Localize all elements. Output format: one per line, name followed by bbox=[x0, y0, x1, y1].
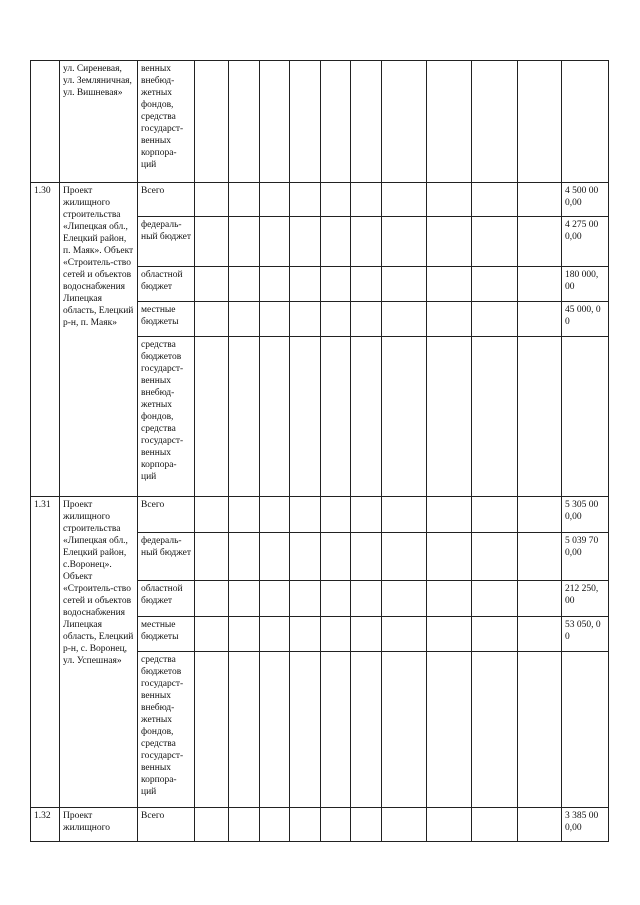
empty-cell bbox=[195, 302, 229, 337]
empty-cell bbox=[321, 617, 351, 652]
empty-cell bbox=[472, 337, 518, 497]
total-cell: 3 385 000,00 bbox=[562, 808, 609, 842]
empty-cell bbox=[229, 808, 260, 842]
empty-cell bbox=[382, 533, 427, 581]
total-cell: 4 500 000,00 bbox=[562, 183, 609, 217]
empty-cell bbox=[290, 652, 321, 808]
table-row bbox=[31, 497, 609, 533]
empty-cell bbox=[229, 533, 260, 581]
empty-cell bbox=[260, 217, 290, 267]
empty-cell bbox=[518, 337, 562, 497]
empty-cell bbox=[260, 337, 290, 497]
table-row bbox=[31, 183, 609, 217]
empty-cell bbox=[427, 302, 472, 337]
funding-source: Всего bbox=[138, 808, 195, 842]
empty-cell bbox=[229, 617, 260, 652]
empty-cell bbox=[472, 217, 518, 267]
empty-cell bbox=[260, 302, 290, 337]
row-number: 1.32 bbox=[31, 808, 60, 842]
empty-cell bbox=[518, 183, 562, 217]
empty-cell bbox=[351, 302, 382, 337]
empty-cell bbox=[290, 337, 321, 497]
empty-cell bbox=[260, 533, 290, 581]
empty-cell bbox=[518, 533, 562, 581]
funding-source: Всего bbox=[138, 497, 195, 533]
empty-cell bbox=[472, 497, 518, 533]
empty-cell bbox=[351, 337, 382, 497]
empty-cell bbox=[290, 617, 321, 652]
empty-cell bbox=[382, 61, 427, 183]
empty-cell bbox=[382, 581, 427, 617]
empty-cell bbox=[290, 533, 321, 581]
total-cell: 5 039 700,00 bbox=[562, 533, 609, 581]
project-name: ул. Сиреневая, ул. Земляничная, ул. Вишневая» bbox=[60, 61, 138, 183]
empty-cell bbox=[321, 302, 351, 337]
empty-cell bbox=[321, 808, 351, 842]
empty-cell bbox=[290, 267, 321, 302]
total-cell: 212 250, 00 bbox=[562, 581, 609, 617]
empty-cell bbox=[518, 267, 562, 302]
empty-cell bbox=[472, 61, 518, 183]
empty-cell bbox=[472, 183, 518, 217]
empty-cell bbox=[290, 581, 321, 617]
funding-source: федераль-ный бюджет bbox=[138, 533, 195, 581]
funding-source: местные бюджеты bbox=[138, 302, 195, 337]
total-cell bbox=[562, 652, 609, 808]
empty-cell bbox=[290, 217, 321, 267]
empty-cell bbox=[229, 337, 260, 497]
empty-cell bbox=[382, 808, 427, 842]
empty-cell bbox=[382, 617, 427, 652]
empty-cell bbox=[518, 581, 562, 617]
empty-cell bbox=[427, 217, 472, 267]
empty-cell bbox=[229, 302, 260, 337]
total-cell bbox=[562, 337, 609, 497]
empty-cell bbox=[427, 183, 472, 217]
empty-cell bbox=[321, 652, 351, 808]
total-cell: 53 050, 00 bbox=[562, 617, 609, 652]
empty-cell bbox=[195, 652, 229, 808]
empty-cell bbox=[351, 808, 382, 842]
empty-cell bbox=[518, 217, 562, 267]
empty-cell bbox=[382, 337, 427, 497]
empty-cell bbox=[260, 617, 290, 652]
empty-cell bbox=[321, 533, 351, 581]
funding-source: венных внебюд-жетных фондов, средства государст-венных корпора-ций bbox=[138, 61, 195, 183]
empty-cell bbox=[382, 183, 427, 217]
empty-cell bbox=[195, 497, 229, 533]
empty-cell bbox=[321, 337, 351, 497]
empty-cell bbox=[260, 267, 290, 302]
empty-cell bbox=[518, 617, 562, 652]
empty-cell bbox=[382, 497, 427, 533]
empty-cell bbox=[427, 61, 472, 183]
empty-cell bbox=[321, 183, 351, 217]
empty-cell bbox=[427, 617, 472, 652]
project-name: Проект жилищного bbox=[60, 808, 138, 842]
funding-source: средства бюджетов государст-венных внебюд-жетных фондов, средства государст-венных корпора-ций bbox=[138, 337, 195, 497]
total-cell: 180 000, 00 bbox=[562, 267, 609, 302]
empty-cell bbox=[195, 808, 229, 842]
total-cell: 45 000, 00 bbox=[562, 302, 609, 337]
funding-source: областной бюджет bbox=[138, 267, 195, 302]
empty-cell bbox=[290, 808, 321, 842]
funding-source: Всего bbox=[138, 183, 195, 217]
empty-cell bbox=[518, 808, 562, 842]
empty-cell bbox=[195, 217, 229, 267]
project-name: Проект жилищного строительства «Липецкая обл., Елецкий район, п. Маяк». Объект «Строитель-ство сетей и объектов водоснабжения Липецкая область, Елецкий р-н, п. Маяк» bbox=[60, 183, 138, 497]
empty-cell bbox=[518, 497, 562, 533]
empty-cell bbox=[290, 497, 321, 533]
project-name: Проект жилищного строительства «Липецкая обл., Елецкий район, с.Воронец». Объект «Строитель-ство сетей и объектов водоснабжения Липецкая область, Елецкий р-н, с. Воронец, ул. Успешная» bbox=[60, 497, 138, 808]
empty-cell bbox=[472, 533, 518, 581]
empty-cell bbox=[518, 61, 562, 183]
empty-cell bbox=[518, 302, 562, 337]
empty-cell bbox=[229, 581, 260, 617]
empty-cell bbox=[472, 302, 518, 337]
empty-cell bbox=[321, 497, 351, 533]
empty-cell bbox=[382, 302, 427, 337]
empty-cell bbox=[290, 61, 321, 183]
empty-cell bbox=[260, 61, 290, 183]
empty-cell bbox=[518, 652, 562, 808]
budget-table bbox=[30, 60, 609, 842]
row-number: 1.31 bbox=[31, 497, 60, 808]
empty-cell bbox=[472, 808, 518, 842]
empty-cell bbox=[427, 267, 472, 302]
empty-cell bbox=[382, 217, 427, 267]
empty-cell bbox=[351, 267, 382, 302]
funding-source: областной бюджет bbox=[138, 581, 195, 617]
empty-cell bbox=[427, 581, 472, 617]
empty-cell bbox=[427, 533, 472, 581]
empty-cell bbox=[321, 217, 351, 267]
empty-cell bbox=[229, 217, 260, 267]
empty-cell bbox=[351, 183, 382, 217]
empty-cell bbox=[351, 61, 382, 183]
empty-cell bbox=[195, 617, 229, 652]
empty-cell bbox=[427, 337, 472, 497]
empty-cell bbox=[427, 652, 472, 808]
row-number bbox=[31, 61, 60, 183]
empty-cell bbox=[195, 61, 229, 183]
empty-cell bbox=[351, 581, 382, 617]
empty-cell bbox=[195, 581, 229, 617]
empty-cell bbox=[195, 337, 229, 497]
total-cell: 4 275 000,00 bbox=[562, 217, 609, 267]
empty-cell bbox=[427, 808, 472, 842]
empty-cell bbox=[472, 652, 518, 808]
empty-cell bbox=[382, 267, 427, 302]
empty-cell bbox=[290, 302, 321, 337]
total-cell bbox=[562, 61, 609, 183]
empty-cell bbox=[260, 497, 290, 533]
empty-cell bbox=[229, 61, 260, 183]
empty-cell bbox=[195, 267, 229, 302]
row-number: 1.30 bbox=[31, 183, 60, 497]
empty-cell bbox=[229, 183, 260, 217]
empty-cell bbox=[351, 497, 382, 533]
empty-cell bbox=[321, 267, 351, 302]
funding-source: средства бюджетов государст-венных внебюд-жетных фондов, средства государст-венных корпора-ций bbox=[138, 652, 195, 808]
empty-cell bbox=[472, 581, 518, 617]
empty-cell bbox=[260, 581, 290, 617]
empty-cell bbox=[472, 267, 518, 302]
table-body bbox=[31, 61, 609, 842]
empty-cell bbox=[260, 652, 290, 808]
empty-cell bbox=[260, 808, 290, 842]
funding-source: федераль-ный бюджет bbox=[138, 217, 195, 267]
total-cell: 5 305 000,00 bbox=[562, 497, 609, 533]
empty-cell bbox=[260, 183, 290, 217]
empty-cell bbox=[229, 497, 260, 533]
empty-cell bbox=[195, 183, 229, 217]
empty-cell bbox=[351, 652, 382, 808]
empty-cell bbox=[321, 61, 351, 183]
empty-cell bbox=[229, 267, 260, 302]
empty-cell bbox=[195, 533, 229, 581]
table-row bbox=[31, 808, 609, 842]
empty-cell bbox=[351, 533, 382, 581]
empty-cell bbox=[321, 581, 351, 617]
empty-cell bbox=[290, 183, 321, 217]
empty-cell bbox=[351, 217, 382, 267]
empty-cell bbox=[351, 617, 382, 652]
empty-cell bbox=[229, 652, 260, 808]
table-row bbox=[31, 61, 609, 183]
empty-cell bbox=[472, 617, 518, 652]
empty-cell bbox=[382, 652, 427, 808]
funding-source: местные бюджеты bbox=[138, 617, 195, 652]
empty-cell bbox=[427, 497, 472, 533]
